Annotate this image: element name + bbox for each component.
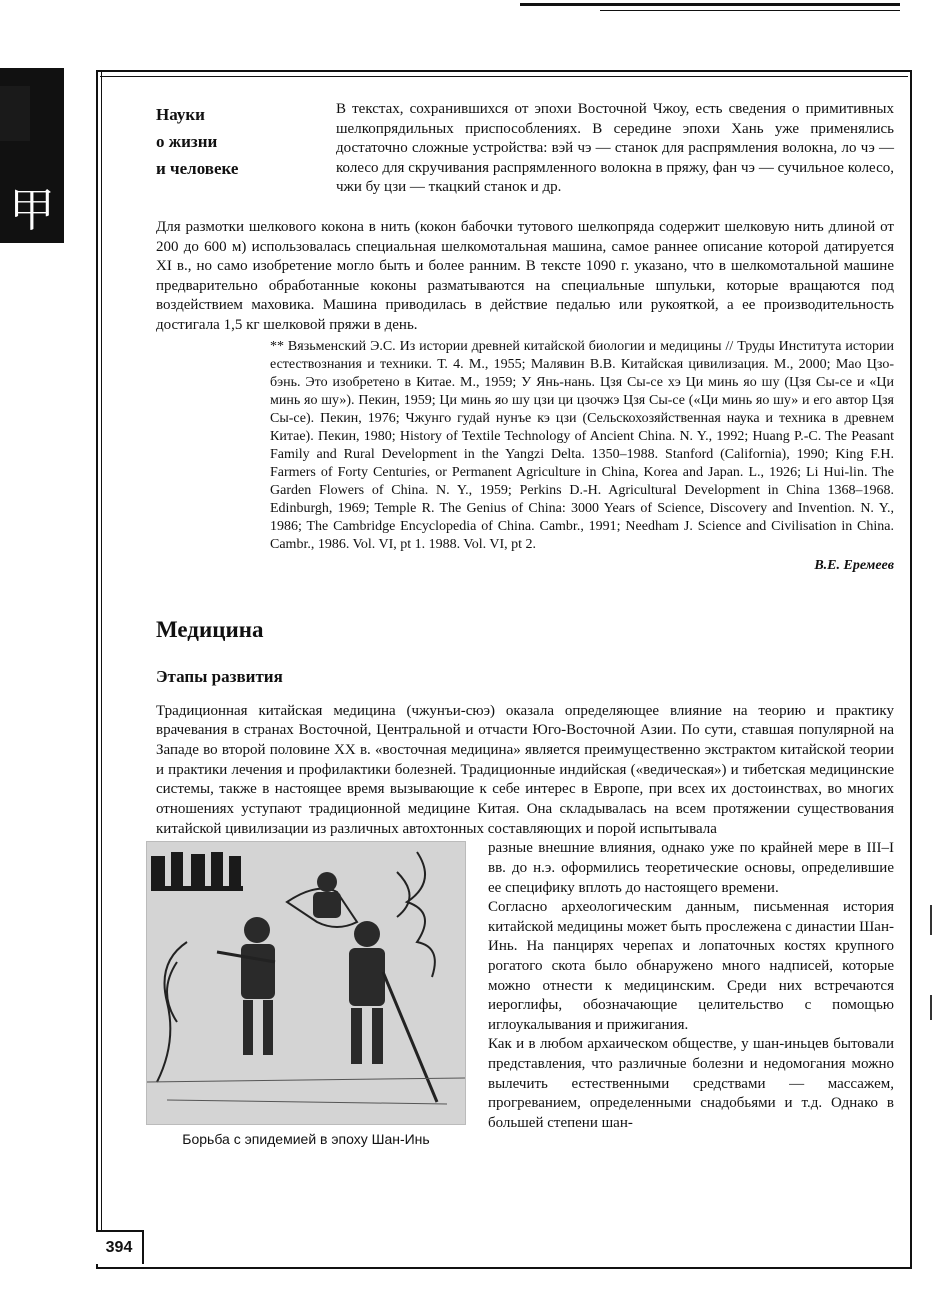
intro-paragraph: В текстах, сохранившихся от эпохи Восточной Чжоу, есть сведения о примитивных шелкопрядильных приспособлениях. В середине эпохи Хань уже применялись достаточно сложные устройства: вэй чэ — станок для распрямления волокна, ло чэ — колесо для скручивания распрямленного волокна в пряжу, фан чэ — сучильное колесо, чжи бу цзи — ткацкий станок и др. (336, 101, 894, 195)
scan-edge-mark (930, 995, 932, 1020)
scan-edge-mark (930, 905, 932, 935)
sidebar-notch (0, 86, 30, 141)
wrap-paragraph: разные внешние влияния, однако уже по крайней мере в III–I вв. до н.э. оформились теоретические основы, определившие ее специфику вплоть до настоящего времени. (488, 840, 894, 896)
side-title-line: и человеке (156, 159, 239, 178)
wrapped-text-column (488, 839, 894, 1133)
top-rule (520, 3, 900, 6)
section-header-block (156, 96, 894, 218)
frame-inner-rule (100, 76, 908, 77)
bibliography: ** Вязьменский Э.С. Из истории древней китайской биологии и медицины // Труды Института истории естествознания и техники. Т. 4. М., 1955; Малявин В.В. Китайская цивилизация. М., 2000; Мао Цзо-бэнь. Это изобретено в Китае. М., 1959; У Янь-нань. Цзя Сы-се хэ Ци минь яо шу (Цзя Сы-се и «Ци минь яо шу»). Пекин, 1959; Ци минь яо шу цзи ци цзочжэ Цзя Сы-се («Ци минь яо шу» и его автор Цзя Сы-се). Пекин, 1976; Чжунго гудай нунъе кэ цзи (Сельскохозяйственная наука и техника в древнем Китае). Пекин, 1980; History of Textile Technology of Ancient China. N. Y., 1992; Huang P.-C. The Peasant Family and Rural Development in the Yangzi Delta. 1350–1988. Stanford (California), 1990; King F.H. Farmers of Forty Centuries, or Permanent Agriculture in China, Korea and Japan. L., 1926; Li Hui-lin. The Garden Flowers of China. N. Y., 1959; Perkins D.-H. Agricultural Development in China 1368–1968. Edinburgh, 1969; Temple R. The Genius of China: 3000 Years of Science, Discovery and Invention. N. Y., 1986; The Cambridge Encyclopedia of China. Cambr., 1991; Needham J. Science and Civilisation in China. Cambr., 1986. Vol. VI, pt 1. 1988. Vol. VI, pt 2. (270, 338, 894, 552)
author-signature: В.Е. Еремеев (814, 557, 894, 573)
figure-wrap-area (156, 839, 894, 1159)
epidemic-illustration (146, 841, 466, 1125)
heading-stages: Этапы развития (156, 666, 283, 686)
figure (146, 841, 466, 1147)
wrap-paragraph: Согласно археологическим данным, письменная история китайской медицины может быть прослежена с династии Шан-Инь. На панцирях черепах и лопаточных костях крупного рогатого скота было обнаружено много надписей, которые можно отнести к медицинским. Среди них встречаются иероглифы, обозначающие целительство с помощью иглоукалывания и прижигания. (488, 899, 894, 1033)
side-title-line: Науки (156, 105, 205, 124)
wrap-paragraph: Как и в любом архаическом обществе, у шан-иньцев бытовали представления, что различные болезни и недомогания можно вылечить естественными средствами — массажем, прогреванием, определенными снадобьями и т.д. Однако в большей степени шан- (488, 1036, 894, 1131)
side-title-line: о жизни (156, 132, 218, 151)
illustration-drawing (147, 842, 465, 1124)
medicine-paragraph: Традиционная китайская медицина (чжунъи-сюэ) оказала определяющее влияние на теорию и практику врачевания в странах Восточной, Центральной и отчасти Юго-Восточной Азии. По сути, ставшая популярной на Западе во второй половине XX в. «восточная медицина» является преимущественно экстрактом китайской теории и практики лечения и профилактики болезней. Традиционные индийская («ведическая») и тибетская медицинские системы, также в настоящее время вызывающие к себе интерес в Европе, при всех их достоинствах, во многих отношениях уступают традиционной медицине Китая. Она складывалась на всем протяжении существования китайской цивилизации из различных автохтонных составляющих и порой испытывала (156, 702, 894, 837)
page-content (156, 96, 894, 1159)
section-side-title (156, 101, 316, 182)
silk-paragraph: Для размотки шелкового кокона в нить (кокон бабочки тутового шелкопряда содержит шелковую нить длиной от 200 до 600 м) использовалась специальная шелкомотальная машина, самое раннее описание которой датируется XI в., но само изобретение могло быть и более ранним. В тексте 1090 г. указано, что в шелкомотальной машине предварительно обработанные коконы разматываются на специальные шпульки, которые вращаются под воздействием маховика. Машина приводилась в действие педалью или рукояткой, а ее производительность достигала 1,5 кг шелковой пряжи в день. (156, 219, 894, 333)
frame-left-rule (101, 72, 102, 1262)
heading-medicine: Медицина (156, 616, 264, 642)
top-thin-rule (600, 10, 900, 11)
page-number: 394 (96, 1230, 144, 1264)
figure-caption: Борьба с эпидемией в эпоху Шан-Инь (182, 1131, 430, 1148)
section-glyph-icon: 甲 (9, 183, 55, 237)
section-sidebar-tab (0, 68, 64, 243)
